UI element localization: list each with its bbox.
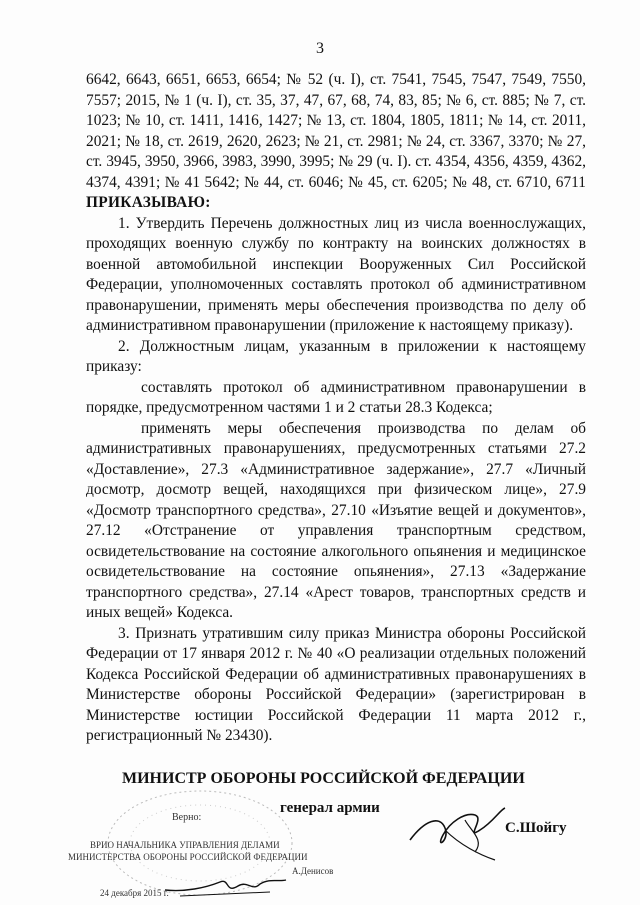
certification-line-2: МИНИСТЕРСТВА ОБОРОНЫ РОССИЙСКОЙ ФЕДЕРАЦИИ — [68, 852, 308, 862]
paragraph-item-2-b: применять меры обеспечения производства по делам об административных правонарушениях, предусмотренных статьями 27.2 «Доставление», 27.3 «Административное задержание», 27.7 «Личный досмотр, досмотр вещей, находящихся при физическом лице», 27.9 «Досмотр транспортного средства», 27.10 «Изъятие вещей и документов», 27.12 «Отстранение от управления транспортным средством, освидетельствование на состояние алкогольного опьянения и медицинское освидетельствование на состояние опьянения», 27.13 «Задержание транспортного средства», 27.14 «Арест товаров, транспортных средств и иных вещей» Кодекса. — [86, 419, 586, 621]
certification-signer: А.Денисов — [292, 866, 334, 876]
signer-name: С.Шойгу — [505, 820, 567, 836]
certification-date: 24 декабря 2015 г. — [100, 888, 169, 898]
signature-block — [60, 770, 620, 900]
paragraph-item-3: 3. Признать утратившим силу приказ Министра обороны Российской Федерации от 17 января 2012 г. № 40 «О реализации отдельных положений Кодекса Российской Федерации об административных правонарушениях в Министерстве обороны Российской Федерации» (зарегистрирован в Министерстве юстиции Российской Федерации 11 марта 2012 г., регистрационный № 23430). — [86, 624, 586, 744]
paragraph-citations — [86, 70, 586, 214]
certifier-signature — [160, 870, 290, 900]
minister-title: МИНИСТР ОБОРОНЫ РОССИЙСКОЙ ФЕДЕРАЦИИ — [122, 770, 525, 787]
certification-verno: Верно: — [172, 812, 202, 823]
document-body — [86, 70, 586, 747]
page-number: 3 — [316, 40, 324, 57]
citations-text: 6642, 6643, 6651, 6653, 6654; № 52 (ч. I), ст. 7541, 7545, 7547, 7549, 7550, 7557; 2015, № 1 (ч. I), ст. 35, 37, 47, 67, 68, 74, 83, 85; № 6, ст. 885; № 7, ст. 1023; № 10, ст. 1411, 1416, 1427; № 13, ст. 1804, 1805, 1811; № 14, ст. 2011, 2021; № 18, ст. 2619, 2620, 2623; № 21, ст. 2981; № 24, ст. 3367, 3370; № 27, ст. 3945, 3950, 3966, 3983, 3990, 3995; № 29 (ч. I). ст. 4354, 4356, 4359, 4362, 4374, 4391; № 41 5642; № 44, ст. 6046; № 45, ст. 6205; № 48, ст. 6710, 6711 — [86, 71, 586, 191]
paragraph-item-2-a: составлять протокол об административном правонарушении в порядке, предусмотренном частями 1 и 2 статьи 28.3 Кодекса; — [86, 378, 586, 416]
paragraph-item-2: 2. Должностным лицам, указанным в приложении к настоящему приказу: — [86, 337, 586, 375]
minister-signature — [405, 800, 515, 870]
signer-rank: генерал армии — [280, 800, 380, 816]
certification-line-1: ВРИО НАЧАЛЬНИКА УПРАВЛЕНИЯ ДЕЛАМИ — [90, 840, 280, 850]
order-keyword: ПРИКАЗЫВАЮ: — [86, 194, 211, 211]
paragraph-item-1: 1. Утвердить Перечень должностных лиц из числа военнослужащих, проходящих военную службу по контракту на воинских должностях в военной автомобильной инспекции Вооруженных Сил Российской Федерации, уполномоченных составлять протокол об административном правонарушении, применять меры обеспечения производства по делу об административном правонарушении (приложение к настоящему приказу). — [86, 214, 586, 334]
